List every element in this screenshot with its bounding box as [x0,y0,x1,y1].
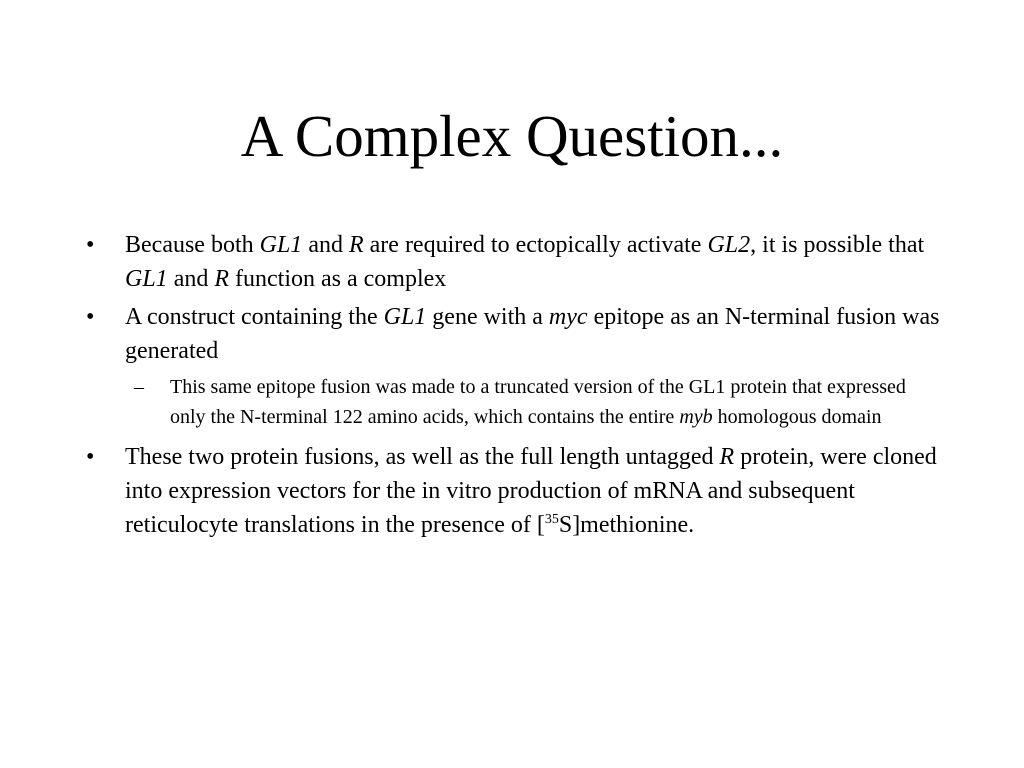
bullet-marker: • [86,444,95,470]
gene-name: myc [548,304,588,330]
sub-bullet-text [170,376,906,428]
gene-name: GL2 [707,232,751,258]
isotope-superscript: 35 [544,512,559,527]
sub-bullet-marker: – [134,376,144,398]
text-segment: S]methionine. [558,512,695,538]
bullet-text [125,444,937,538]
text-segment: gene with a [426,304,549,330]
gene-name: R [348,232,364,258]
bullet-marker: • [86,304,95,330]
text-segment: protein, were cloned into expression vectors for the in vitro production of mRNA and subsequent reticulocyte translations in the presence of [ [125,444,937,538]
text-segment: and [302,232,349,258]
text-segment: These two protein fusions, as well as the full length untagged [125,444,720,470]
gene-name: GL1 [259,232,303,258]
gene-name: R [719,444,735,470]
text-segment: are required to ectopically activate [363,232,708,258]
text-segment: , it is possible that [750,232,925,258]
bullet-item [86,440,946,542]
bullet-text [125,304,939,364]
bullet-list [86,228,946,546]
gene-name: GL1 [125,266,168,292]
gene-name: myb [679,406,713,428]
slide-title: A Complex Question... [240,103,784,169]
bullet-text [125,232,924,292]
gene-name: R [214,266,230,292]
text-segment: Because both [125,232,260,258]
text-segment: This same epitope fusion was made to a truncated version of the GL1 protein that expressed only the N-terminal 122 amino acids, which contains the entire [170,376,906,428]
bullet-item [86,228,946,296]
text-segment: A construct containing the [125,304,384,330]
text-segment: and [167,266,215,292]
sub-bullet-item [86,372,946,432]
bullet-item [86,300,946,368]
gene-name: GL1 [383,304,427,330]
text-segment: function as a complex [229,266,447,292]
text-segment: homologous domain [712,406,882,428]
bullet-marker: • [86,232,95,258]
text-segment: epitope as an N-terminal fusion was generated [125,304,940,364]
